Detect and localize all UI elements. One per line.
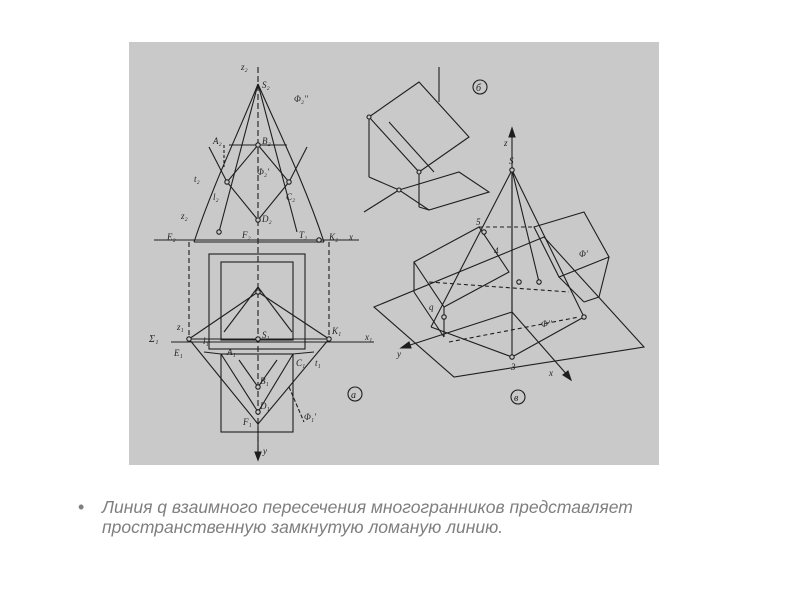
- label-sigma1: Σ₁: [149, 334, 159, 345]
- label-l2: l₂: [213, 192, 219, 202]
- label-phi2-top: Φ₂′′: [294, 94, 308, 104]
- label-z2: z₂: [241, 62, 248, 72]
- bullet-marker: •: [78, 497, 85, 517]
- label-x-top: x: [349, 232, 353, 242]
- polyhedra-intersection-drawing: [129, 42, 659, 465]
- label-b2: B₂: [262, 136, 271, 146]
- label-c2: C₂: [286, 192, 296, 202]
- label-l1: l₁: [203, 336, 209, 346]
- label-a1: A₁: [227, 347, 236, 357]
- label-phi1: Φ₁′: [304, 412, 316, 422]
- label-phi2: Φ₂′: [257, 167, 269, 177]
- label-e2: E₂: [167, 232, 176, 242]
- label-b1: B₁: [260, 376, 269, 386]
- label-x1: x₁: [365, 332, 373, 342]
- label-d1: D₁: [260, 401, 270, 411]
- label-phi-dprime: Φ′′: [541, 319, 552, 329]
- label-k1: K₁: [332, 326, 342, 336]
- label-4: 4: [494, 246, 499, 256]
- label-s-right: S: [509, 156, 514, 166]
- label-s2: S₂: [262, 80, 270, 90]
- label-c1: C₁: [296, 358, 306, 368]
- label-x-right: x: [549, 368, 553, 378]
- label-phi-prime: Φ′: [579, 249, 588, 259]
- label-t1: t₁: [315, 358, 321, 368]
- label-t2: t₂: [194, 174, 200, 184]
- label-panel-b: б: [476, 83, 482, 94]
- label-y-left: y: [263, 446, 267, 456]
- label-5: 5: [476, 217, 481, 227]
- label-z1: z₁: [177, 322, 184, 332]
- caption-text: Линия q взаимного пересечения многогранников представляет пространственную замкнутую ломаную линию.: [102, 497, 633, 537]
- label-e1: E₁: [174, 348, 183, 358]
- label-t2b: T₂: [299, 230, 308, 240]
- label-3: 3: [511, 362, 516, 372]
- label-z-right: z: [504, 138, 508, 148]
- label-q: q: [429, 302, 434, 312]
- label-f1: F₁: [243, 417, 252, 427]
- label-s1: S₁: [262, 330, 270, 340]
- label-a2: A₂: [213, 136, 222, 146]
- label-panel-v: в: [514, 393, 519, 404]
- label-f2: F₂: [242, 230, 251, 240]
- label-panel-a: а: [351, 390, 356, 401]
- label-k2: K₂: [329, 232, 339, 242]
- technical-figure: [129, 42, 659, 465]
- label-y-right: y: [397, 349, 401, 359]
- label-z2b: z₂: [181, 211, 188, 221]
- label-d2: D₂: [262, 214, 272, 224]
